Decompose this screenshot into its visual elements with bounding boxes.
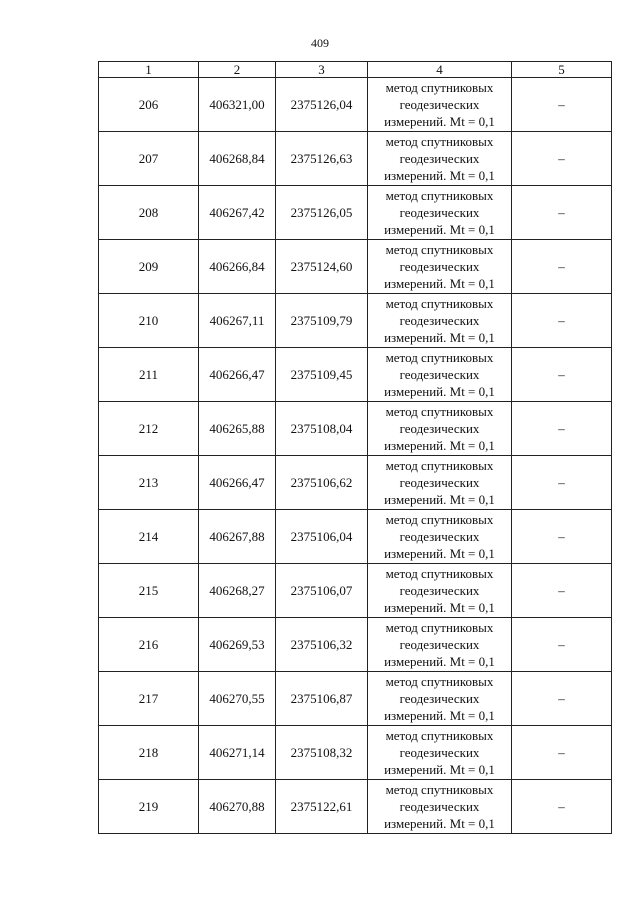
y-coordinate-cell: 2375106,32 <box>276 618 368 672</box>
method-cell <box>368 510 512 564</box>
method-text-line: измерений. Mt = 0,1 <box>384 546 495 561</box>
point-number-cell: 208 <box>99 186 199 240</box>
method-cell <box>368 726 512 780</box>
method-cell <box>368 294 512 348</box>
note-cell: – <box>512 240 612 294</box>
table-row <box>99 132 612 186</box>
method-text-line: измерений. Mt = 0,1 <box>384 708 495 723</box>
note-cell: – <box>512 348 612 402</box>
y-coordinate-cell: 2375126,05 <box>276 186 368 240</box>
y-coordinate-cell: 2375126,04 <box>276 78 368 132</box>
table-row <box>99 564 612 618</box>
y-coordinate-cell: 2375106,87 <box>276 672 368 726</box>
note-cell: – <box>512 618 612 672</box>
note-cell: – <box>512 456 612 510</box>
table-row <box>99 510 612 564</box>
method-text-line: геодезических <box>399 205 480 220</box>
note-cell: – <box>512 780 612 834</box>
method-text-line: метод спутниковых <box>385 80 494 95</box>
method-text-line: метод спутниковых <box>385 458 494 473</box>
x-coordinate-cell: 406266,47 <box>199 348 276 402</box>
method-text-line: геодезических <box>399 97 480 112</box>
point-number-cell: 216 <box>99 618 199 672</box>
method-text-line: измерений. Mt = 0,1 <box>384 762 495 777</box>
note-cell: – <box>512 672 612 726</box>
y-coordinate-cell: 2375106,07 <box>276 564 368 618</box>
method-text-line: геодезических <box>399 151 480 166</box>
method-text-line: метод спутниковых <box>385 782 494 797</box>
method-text-line: измерений. Mt = 0,1 <box>384 492 495 507</box>
point-number-cell: 212 <box>99 402 199 456</box>
table-row <box>99 402 612 456</box>
y-coordinate-cell: 2375109,45 <box>276 348 368 402</box>
x-coordinate-cell: 406321,00 <box>199 78 276 132</box>
method-text-line: измерений. Mt = 0,1 <box>384 276 495 291</box>
method-text-line: измерений. Mt = 0,1 <box>384 654 495 669</box>
method-text-line: геодезических <box>399 637 480 652</box>
table-row <box>99 780 612 834</box>
note-cell: – <box>512 294 612 348</box>
point-number-cell: 209 <box>99 240 199 294</box>
method-cell <box>368 348 512 402</box>
method-text-line: метод спутниковых <box>385 188 494 203</box>
method-cell <box>368 672 512 726</box>
note-cell: – <box>512 726 612 780</box>
point-number-cell: 210 <box>99 294 199 348</box>
table-row <box>99 294 612 348</box>
table-row <box>99 618 612 672</box>
method-text-line: измерений. Mt = 0,1 <box>384 114 495 129</box>
point-number-cell: 206 <box>99 78 199 132</box>
table-body <box>99 78 612 834</box>
y-coordinate-cell: 2375122,61 <box>276 780 368 834</box>
method-cell <box>368 402 512 456</box>
x-coordinate-cell: 406265,88 <box>199 402 276 456</box>
table-row <box>99 186 612 240</box>
table-row <box>99 726 612 780</box>
method-cell <box>368 456 512 510</box>
y-coordinate-cell: 2375106,62 <box>276 456 368 510</box>
x-coordinate-cell: 406266,84 <box>199 240 276 294</box>
point-number-cell: 213 <box>99 456 199 510</box>
point-number-cell: 217 <box>99 672 199 726</box>
table-header <box>99 62 612 78</box>
method-text-line: геодезических <box>399 475 480 490</box>
method-text-line: измерений. Mt = 0,1 <box>384 222 495 237</box>
y-coordinate-cell: 2375106,04 <box>276 510 368 564</box>
method-text-line: метод спутниковых <box>385 350 494 365</box>
x-coordinate-cell: 406267,11 <box>199 294 276 348</box>
table-row <box>99 672 612 726</box>
method-text-line: метод спутниковых <box>385 674 494 689</box>
method-text-line: метод спутниковых <box>385 566 494 581</box>
method-cell <box>368 186 512 240</box>
method-text-line: метод спутниковых <box>385 296 494 311</box>
x-coordinate-cell: 406270,55 <box>199 672 276 726</box>
y-coordinate-cell: 2375126,63 <box>276 132 368 186</box>
method-text-line: геодезических <box>399 583 480 598</box>
method-text-line: метод спутниковых <box>385 728 494 743</box>
table-row <box>99 456 612 510</box>
method-text-line: метод спутниковых <box>385 512 494 527</box>
method-cell <box>368 564 512 618</box>
x-coordinate-cell: 406270,88 <box>199 780 276 834</box>
method-cell <box>368 240 512 294</box>
method-text-line: метод спутниковых <box>385 134 494 149</box>
method-text-line: метод спутниковых <box>385 620 494 635</box>
method-text-line: метод спутниковых <box>385 242 494 257</box>
y-coordinate-cell: 2375109,79 <box>276 294 368 348</box>
method-text-line: измерений. Mt = 0,1 <box>384 816 495 831</box>
note-cell: – <box>512 186 612 240</box>
x-coordinate-cell: 406267,42 <box>199 186 276 240</box>
note-cell: – <box>512 402 612 456</box>
x-coordinate-cell: 406268,27 <box>199 564 276 618</box>
x-coordinate-cell: 406266,47 <box>199 456 276 510</box>
column-header-5: 5 <box>512 62 612 78</box>
point-number-cell: 211 <box>99 348 199 402</box>
column-header-3: 3 <box>276 62 368 78</box>
method-cell <box>368 132 512 186</box>
page-number: 409 <box>311 36 329 50</box>
note-cell: – <box>512 510 612 564</box>
note-cell: – <box>512 132 612 186</box>
table-row <box>99 240 612 294</box>
method-text-line: геодезических <box>399 259 480 274</box>
note-cell: – <box>512 78 612 132</box>
point-number-cell: 214 <box>99 510 199 564</box>
method-text-line: измерений. Mt = 0,1 <box>384 330 495 345</box>
table-row <box>99 348 612 402</box>
method-cell <box>368 780 512 834</box>
table-row <box>99 78 612 132</box>
method-text-line: геодезических <box>399 529 480 544</box>
method-text-line: метод спутниковых <box>385 404 494 419</box>
column-header-2: 2 <box>199 62 276 78</box>
point-number-cell: 218 <box>99 726 199 780</box>
y-coordinate-cell: 2375124,60 <box>276 240 368 294</box>
method-text-line: измерений. Mt = 0,1 <box>384 168 495 183</box>
column-header-1: 1 <box>99 62 199 78</box>
x-coordinate-cell: 406271,14 <box>199 726 276 780</box>
method-cell <box>368 78 512 132</box>
column-header-4: 4 <box>368 62 512 78</box>
method-text-line: геодезических <box>399 421 480 436</box>
method-text-line: геодезических <box>399 367 480 382</box>
method-text-line: геодезических <box>399 745 480 760</box>
coordinates-table <box>98 61 612 834</box>
note-cell: – <box>512 564 612 618</box>
method-cell <box>368 618 512 672</box>
method-text-line: измерений. Mt = 0,1 <box>384 384 495 399</box>
y-coordinate-cell: 2375108,32 <box>276 726 368 780</box>
method-text-line: геодезических <box>399 313 480 328</box>
point-number-cell: 207 <box>99 132 199 186</box>
method-text-line: геодезических <box>399 799 480 814</box>
point-number-cell: 219 <box>99 780 199 834</box>
x-coordinate-cell: 406267,88 <box>199 510 276 564</box>
x-coordinate-cell: 406268,84 <box>199 132 276 186</box>
y-coordinate-cell: 2375108,04 <box>276 402 368 456</box>
method-text-line: измерений. Mt = 0,1 <box>384 600 495 615</box>
x-coordinate-cell: 406269,53 <box>199 618 276 672</box>
header-row <box>99 62 612 78</box>
method-text-line: геодезических <box>399 691 480 706</box>
point-number-cell: 215 <box>99 564 199 618</box>
method-text-line: измерений. Mt = 0,1 <box>384 438 495 453</box>
